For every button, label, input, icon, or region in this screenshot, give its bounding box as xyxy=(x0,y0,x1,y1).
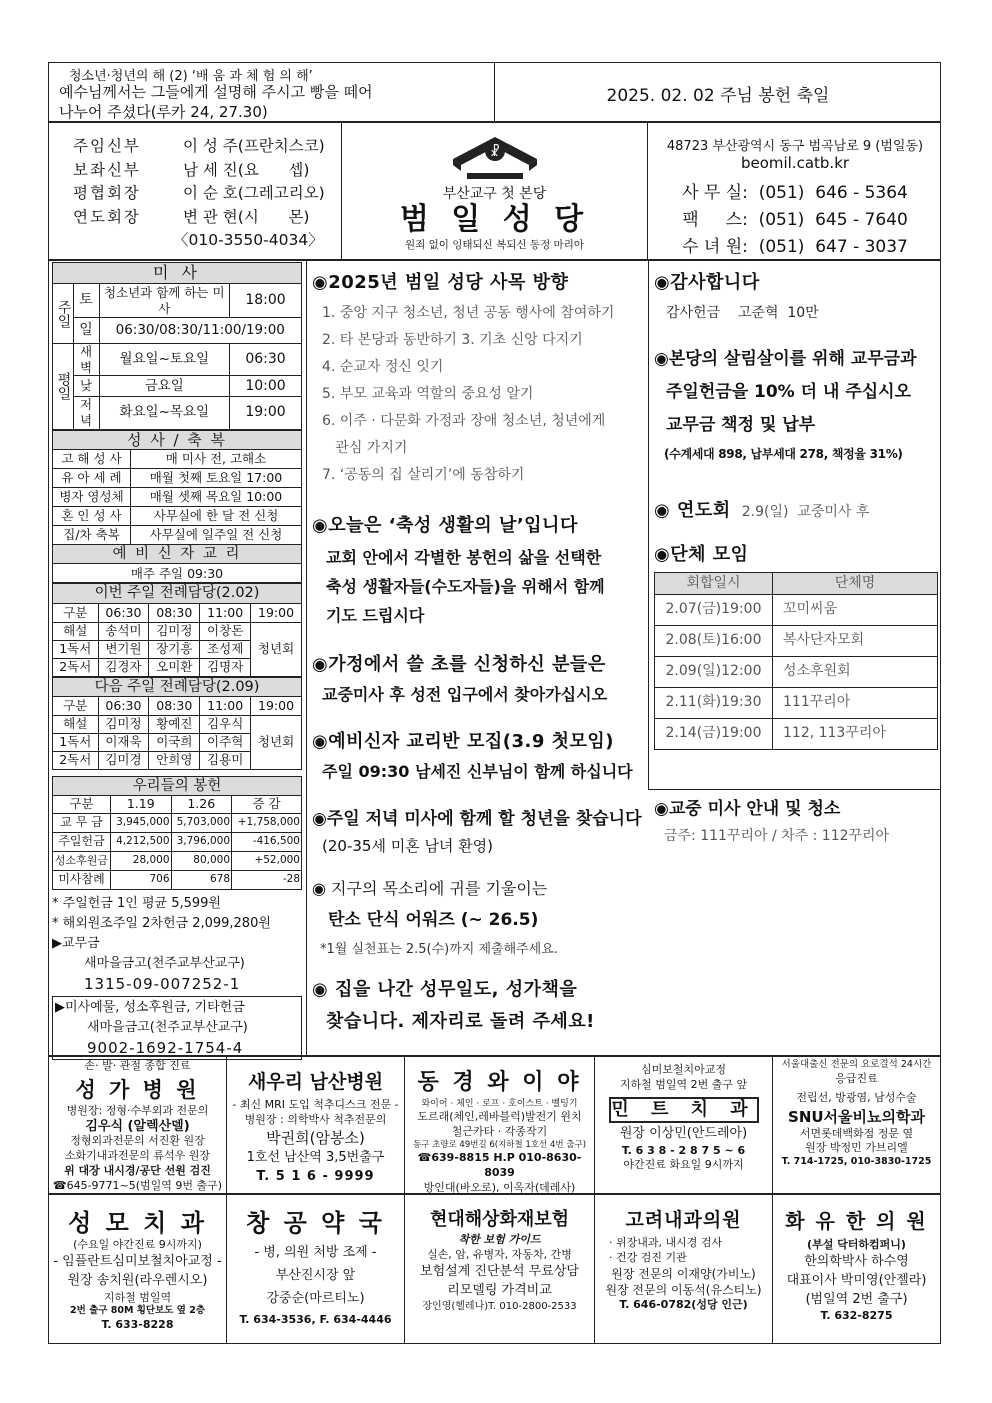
ad-title: 성 가 병 원 xyxy=(75,1077,200,1102)
duty-cell: 2독서 xyxy=(53,751,99,769)
group-date: 2.08(토)16:00 xyxy=(655,626,773,657)
staff-role: 주임신부 xyxy=(73,137,141,155)
ad-line: (수요일 야간진료 9시까지) xyxy=(73,1238,202,1251)
offering-value: 80,000 xyxy=(171,851,232,870)
ad-line: 1호선 남산역 3,5번출구 xyxy=(246,1150,385,1166)
group-date: 2.07(금)19:00 xyxy=(655,595,773,626)
weekday-time: 06:30 xyxy=(230,344,302,376)
ad-line: ☎639-8815 H.P 010-8630-8039 xyxy=(417,1151,582,1180)
notice-line: 교중미사 후 성전 입구에서 찾아가십시오 xyxy=(322,685,608,704)
ad-line: 김우식 (알렉산델) xyxy=(85,1118,190,1134)
offering-header: 1.19 xyxy=(111,795,172,813)
ad-line: 리모델링 가격비교 xyxy=(447,1282,552,1298)
ad-line: 철근카타 · 각종작기 xyxy=(451,1124,548,1138)
ad-hwayu-oriental xyxy=(773,1195,940,1343)
ad-line: 원장 박정민 가브리엘 xyxy=(805,1141,908,1155)
duty-cell: 송석미 xyxy=(98,622,149,640)
notice-consecrated xyxy=(312,511,644,630)
sacrament-name: 집/차 축복 xyxy=(53,526,131,545)
duty-header: 08:30 xyxy=(149,696,200,715)
duty-cell: 이창돈 xyxy=(200,622,251,640)
notice-title: ◉가정에서 쓸 초를 신청하신 분들은 xyxy=(312,654,606,675)
sacrament-info: 사무실에 일주일 전 신청 xyxy=(131,526,302,545)
group-name: 111꾸리아 xyxy=(773,688,938,719)
ad-line: T. 633-8228 xyxy=(101,1318,174,1332)
duty-cell: 해설 xyxy=(53,622,99,640)
kyomu-title-3: 교무금 책정 및 납부 xyxy=(666,415,816,435)
group-date: 2.14(금)19:00 xyxy=(655,719,773,750)
col-divider-1 xyxy=(306,260,307,1056)
center-column xyxy=(312,268,644,1033)
group-name: 112, 113꾸리아 xyxy=(773,719,938,750)
offering-label: 성소후원금 xyxy=(53,851,111,870)
left-column xyxy=(52,262,302,1060)
kyomu-title-1: ◉본당의 살림살이를 위해 교무금과 xyxy=(654,349,917,369)
notice-pastoral xyxy=(312,268,644,489)
clean-block xyxy=(654,794,938,845)
ad-line: T. 632-8275 xyxy=(820,1309,893,1323)
ad-line: 병원장 : 의학박사 척추전문의 xyxy=(244,1112,387,1126)
ad-line: 서울대출신 전문의 요로결석 24시간 xyxy=(781,1059,932,1070)
staff-name: 이 성 주(프란치스코) xyxy=(183,137,325,155)
ad-line: 와이어 · 체인 · 로프 · 호이스트 · 벨팅기 xyxy=(421,1099,578,1109)
sat-label: 토 xyxy=(73,284,99,318)
staff-list xyxy=(73,135,343,253)
ad-title: 민 트 치 과 xyxy=(611,1098,756,1120)
notice-line: 4. 순교자 정신 잇기 xyxy=(322,359,444,375)
ads-row-1 xyxy=(48,1056,941,1194)
right-column xyxy=(654,268,938,750)
duty-cell: 장기흥 xyxy=(149,640,200,658)
ad-line: T. 5 1 6 - 9999 xyxy=(256,1169,375,1185)
clean-title: ◉교중 미사 안내 및 청소 xyxy=(654,799,841,819)
duty-cell: 김용미 xyxy=(200,751,251,769)
duty-header: 06:30 xyxy=(98,603,149,622)
clean-note: 금주: 111꾸리아 / 차주 : 112꾸리아 xyxy=(664,828,890,844)
notice-books xyxy=(312,975,644,1033)
catechumen-time: 매주 주일 09:30 xyxy=(53,564,302,583)
ad-line: T. 646-0782(성당 인근) xyxy=(619,1298,748,1312)
sacrament-info: 매 미사 전, 고해소 xyxy=(131,450,302,469)
notice-line: 관심 가지기 xyxy=(322,440,408,456)
sacrament-name: 고 해 성 사 xyxy=(53,450,131,469)
ad-line: 원장 이상민(안드레아) xyxy=(619,1125,748,1141)
duty-cell: 김미정 xyxy=(98,715,149,733)
ad-title: SNU서울비뇨의학과 xyxy=(788,1107,925,1126)
bank-name: 새마을금고(천주교부산교구) xyxy=(84,955,245,971)
staff-row xyxy=(73,135,343,159)
duty-cell: 이국희 xyxy=(149,733,200,751)
ad-line: (범일역 2번 출구) xyxy=(805,1291,908,1307)
notice-title: ◉ 지구의 목소리에 귀를 기울이는 xyxy=(312,879,548,898)
verse-line-2: 나누어 주셨다(루카 24, 27.30) xyxy=(59,103,268,121)
bank-account: 9002-1692-1754-4 xyxy=(87,1038,244,1057)
duty-cell: 이재욱 xyxy=(98,733,149,751)
group-name: 성소후원회 xyxy=(773,657,938,688)
ad-title: 동 경 와 이 야 xyxy=(417,1070,582,1095)
ad-line: - 병, 의원 처방 조제 - xyxy=(254,1245,377,1260)
ad-line: · 건강 검진 기관 xyxy=(609,1250,687,1264)
yeondo-title: ◉ 연도회 xyxy=(654,500,731,521)
sacrament-info: 매월 셋째 목요일 10:00 xyxy=(131,488,302,507)
notice-title: ◉2025년 범일 성당 사목 방향 xyxy=(312,272,569,293)
ad-title: 성 모 치 과 xyxy=(68,1209,207,1237)
ad-title: 화 유 한 의 원 xyxy=(785,1209,928,1233)
staff-role: 평협회장 xyxy=(73,184,141,202)
ad-changgong-pharmacy xyxy=(227,1195,405,1343)
ad-line: 실손, 암, 유병자, 자동차, 간병 xyxy=(427,1247,572,1261)
group-title: ◉단체 모임 xyxy=(654,544,749,565)
weekday-slot: 낮 xyxy=(73,376,99,397)
ad-line: 손· 발· 관절 종합 진료 xyxy=(84,1059,191,1072)
weekday-slot: 새벽 xyxy=(73,344,99,376)
theme-line: 청소년·청년의 해 (2) ‘배 움 과 체 험 의 해’ xyxy=(69,69,313,84)
sunday-label: 주일 xyxy=(53,284,74,344)
notice-carbon xyxy=(312,876,644,957)
duty-this-title: 이번 주일 전례담당(2.02) xyxy=(53,584,302,603)
ad-line: 2번 출구 80M 횡단보도 옆 2층 xyxy=(69,1305,206,1317)
ad-line: T. 634-3536, F. 634-4446 xyxy=(239,1312,392,1326)
thanks-title: ◉감사합니다 xyxy=(654,272,760,293)
mass-table xyxy=(52,262,302,430)
kyomu-title-2: 주일헌금을 10% 더 내 주십시오 xyxy=(666,382,912,402)
ad-line: 대표이사 박미영(안젤라) xyxy=(786,1272,927,1288)
staff-name: 남 세 진(요 셉) xyxy=(183,160,310,179)
notice-line: 축성 생활자들(수도자들)을 위해서 함께 xyxy=(326,577,605,596)
ad-line: 원장 전문의 이동석(유스티노) xyxy=(605,1282,762,1297)
ad-line: 지하철 범일역 2번 출구 앞 xyxy=(619,1077,748,1091)
duty-cell: 김미경 xyxy=(98,751,149,769)
ad-line: 동구 초량로 49번길 6(지하철 1호선 4번 출구) xyxy=(412,1139,587,1150)
duty-cell: 이주혁 xyxy=(200,733,251,751)
duty-header: 08:30 xyxy=(149,603,200,622)
duty-cell: 조성제 xyxy=(200,640,251,658)
offering-value: -28 xyxy=(232,870,302,889)
sun-label: 일 xyxy=(73,318,99,344)
group-header: 단체명 xyxy=(773,573,938,595)
notice-line: 7. ‘공동의 집 살리기’에 동참하기 xyxy=(322,467,525,483)
col-divider-2 xyxy=(648,260,649,790)
ad-line: ☎645-9771~5(범일역 9번 출구) xyxy=(52,1178,223,1192)
kyomu-label: ▶교무금 xyxy=(52,935,100,951)
group-header: 회합일시 xyxy=(655,573,773,595)
ad-line: 지하철 범일역 xyxy=(103,1290,172,1304)
duty-header: 06:30 xyxy=(98,696,149,715)
ad-line: 위 대장 내시경/공단 선원 검진 xyxy=(64,1163,211,1177)
thanks-line: 감사헌금 고준혁 10만 xyxy=(666,305,819,321)
bank-name: 새마을금고(천주교부산교구) xyxy=(87,1019,248,1035)
duty-header: 19:00 xyxy=(251,603,302,622)
duty-this-table xyxy=(52,583,302,676)
notice-title: ◉ 집을 나간 성무일도, 성가책을 xyxy=(312,979,578,1000)
sat-desc: 청소년과 함께 하는 미사 xyxy=(99,284,230,318)
contact-block xyxy=(649,135,941,257)
duty-cell: 김경자 xyxy=(98,658,149,676)
duty-cell: 황예진 xyxy=(149,715,200,733)
ad-line: 전립선, 방광염, 남성수술 xyxy=(796,1090,917,1104)
duty-cell: 김명자 xyxy=(200,658,251,676)
duty-cell: 변기원 xyxy=(98,640,149,658)
ad-title: 고려내과의원 xyxy=(625,1209,742,1231)
duty-cell: 1독서 xyxy=(53,733,99,751)
notice-line: 탄소 단식 어워즈 (~ 26.5) xyxy=(328,910,539,930)
yeondo-note: 2.9(일) 교중미사 후 xyxy=(741,504,870,520)
church-website[interactable]: beomil.catb.kr xyxy=(740,154,850,172)
church-subtitle: 부산교구 첫 본당 xyxy=(442,186,547,202)
duty-cell: 1독서 xyxy=(53,640,99,658)
church-address: 48723 부산광역시 동구 범곡남로 9 (범일동) xyxy=(666,139,924,154)
divider-right xyxy=(647,123,648,259)
staff-name: 이 순 호(그레고리오) xyxy=(183,184,325,202)
sat-time: 18:00 xyxy=(230,284,302,318)
ad-mint-dental xyxy=(595,1057,773,1193)
ad-line: 심미보철치아교정 xyxy=(640,1063,726,1076)
staff-name: 변 관 현(시 몬) xyxy=(183,207,310,226)
church-name: 범 일 성 당 xyxy=(399,202,590,237)
header-banner xyxy=(48,62,941,122)
notice-title: ◉주일 저녁 미사에 함께 할 청년을 찾습니다 xyxy=(312,809,642,829)
weekday-time: 10:00 xyxy=(230,376,302,397)
notice-line: (20-35세 미혼 남녀 환영) xyxy=(322,837,494,855)
offering-label: 미사참례 xyxy=(53,870,111,889)
notice-catechumen xyxy=(312,727,644,782)
notice-line: *1월 실천표는 2.5(수)까지 제출해주세요. xyxy=(320,942,558,957)
ad-hyundai-insurance xyxy=(405,1195,595,1343)
verse-line-1: 예수님께서는 그들에게 설명해 주시고 빵을 떼어 xyxy=(59,83,373,101)
fax-number: 팩 스: (051) 645 - 7640 xyxy=(682,210,908,230)
right-bottom-divider xyxy=(648,789,940,790)
ad-line: 소화기내과전문의 류석우 원장 xyxy=(64,1149,211,1163)
offering-table xyxy=(52,776,302,890)
offering-value: +52,000 xyxy=(232,851,302,870)
ad-line: 한의학박사 하수영 xyxy=(804,1253,909,1269)
notice-line: 교회 안에서 각별한 봉헌의 삶을 선택한 xyxy=(326,548,602,567)
sacrament-table xyxy=(52,430,302,584)
sun-times: 06:30/08:30/11:00/19:00 xyxy=(99,318,302,344)
ad-line: 부산진시장 앞 xyxy=(275,1267,356,1283)
ad-namsan-hospital xyxy=(227,1057,405,1193)
ad-line: 도르래(체인,레바블럭)발전기 윈치 xyxy=(417,1110,582,1124)
ad-line: 원장 전문의 이재양(가비노) xyxy=(611,1266,756,1281)
catechumen-title: 예 비 신 자 교 리 xyxy=(53,545,302,564)
offering-value: 678 xyxy=(171,870,232,889)
chi-rho-logo-icon xyxy=(445,129,545,181)
sacrament-name: 혼 인 성 사 xyxy=(53,507,131,526)
ad-line: 응급진료 xyxy=(835,1071,878,1085)
ad-title: 현대해상화재보험 xyxy=(429,1209,570,1230)
ad-goryeo-clinic xyxy=(595,1195,773,1343)
offering-header: 증 감 xyxy=(232,795,302,813)
notice-line: 5. 부모 교육과 역할의 중요성 알기 xyxy=(322,386,534,402)
offering-value: 28,000 xyxy=(111,851,172,870)
duty-header: 11:00 xyxy=(200,696,251,715)
group-date: 2.11(화)19:30 xyxy=(655,688,773,719)
offering-header: 1.26 xyxy=(171,795,232,813)
staff-phone: 〈010-3550-4034〉 xyxy=(173,231,324,249)
overseas-offering-note: * 해외원조주일 2차헌금 2,099,280원 xyxy=(52,915,271,931)
notice-candles xyxy=(312,650,644,705)
duty-header: 구분 xyxy=(53,603,99,622)
notice-title: ◉예비신자 교리반 모집(3.9 첫모임) xyxy=(312,731,615,752)
group-table xyxy=(654,572,938,750)
ad-snu-urology xyxy=(773,1057,940,1193)
staff-role: 연도회장 xyxy=(73,207,141,226)
ad-title: 창 공 약 국 xyxy=(246,1209,385,1237)
ad-line: - 최신 MRI 도입 척추디스크 전문 - xyxy=(232,1098,399,1111)
offering-value: 3,945,000 xyxy=(111,813,172,832)
notice-line: 6. 이주 · 다문화 가정과 장애 청소년, 청년에게 xyxy=(322,413,606,429)
avg-offering-note: * 주일헌금 1인 평균 5,599원 xyxy=(52,895,221,911)
bulletin-date: 2025. 02. 02 주님 봉헌 축일 xyxy=(606,86,830,106)
sacrament-info: 매월 첫째 토요일 17:00 xyxy=(131,469,302,488)
ad-sungga-hospital xyxy=(49,1057,227,1193)
church-block xyxy=(342,129,647,252)
group-name: 꼬미씨움 xyxy=(773,595,938,626)
ad-line: 서면롯데백화점 정문 옆 xyxy=(799,1126,914,1140)
ad-line: · 위장내과, 내시경 검사 xyxy=(609,1236,723,1249)
offering-value: 5,703,000 xyxy=(171,813,232,832)
ad-line: (부설 닥터하컴퍼니) xyxy=(807,1238,906,1251)
bank-account: 1315-09-007252-1 xyxy=(84,974,241,993)
ad-line: T. 714-1725, 010-3830-1725 xyxy=(781,1156,932,1168)
weekday-slot: 저녁 xyxy=(73,397,99,429)
weekday-days: 화요일~목요일 xyxy=(99,397,230,429)
sacrament-title: 성 사 / 축 복 xyxy=(53,430,302,450)
staff-role: 보좌신부 xyxy=(73,160,141,179)
ad-title: 새우리 남산병원 xyxy=(247,1071,384,1093)
duty-cell: 김미정 xyxy=(149,622,200,640)
ad-line: 장인영(헬레나)T. 010-2800-2533 xyxy=(422,1301,577,1313)
offering-notes xyxy=(52,894,302,994)
weekday-time: 19:00 xyxy=(230,397,302,429)
notice-line: 주일 09:30 남세진 신부님이 함께 하십니다 xyxy=(322,762,633,781)
duty-youth: 청년회 xyxy=(251,622,302,676)
group-date: 2.09(일)12:00 xyxy=(655,657,773,688)
duty-next-table xyxy=(52,677,302,770)
offering-label: 교 무 금 xyxy=(53,813,111,832)
duty-cell: 오미환 xyxy=(149,658,200,676)
ad-line: 병원장: 정형·수부외과 전문의 xyxy=(66,1103,209,1117)
ad-line: 정형외과전문의 서진환 원장 xyxy=(70,1134,205,1148)
ads-row-2 xyxy=(48,1194,941,1344)
offering-value: 3,796,000 xyxy=(171,832,232,851)
notice-line: 2. 타 본당과 동반하기 3. 기초 신앙 다지기 xyxy=(322,332,583,348)
mint-logo xyxy=(609,1097,759,1123)
duty-header: 구분 xyxy=(53,696,99,715)
ad-line: 보험설계 진단분석 무료상담 xyxy=(420,1263,579,1279)
notice-title: ◉오늘은 ‘축성 생활의 날’입니다 xyxy=(312,515,578,536)
offering-value: -416,500 xyxy=(232,832,302,851)
offering-header: 구분 xyxy=(53,795,111,813)
duty-cell: 2독서 xyxy=(53,658,99,676)
weekday-days: 월요일~토요일 xyxy=(99,344,230,376)
duty-youth: 청년회 xyxy=(251,715,302,769)
duty-cell: 안희영 xyxy=(149,751,200,769)
offering-value: 706 xyxy=(111,870,172,889)
ad-line: T. 6 3 8 - 2 8 7 5 ~ 6 xyxy=(621,1143,746,1157)
church-tagline: 원죄 없이 잉태되신 복되신 동정 마리아 xyxy=(405,239,584,251)
staff-row xyxy=(73,182,343,206)
weekday-label: 평일 xyxy=(53,344,74,430)
duty-header: 11:00 xyxy=(200,603,251,622)
offering-value: 4,212,500 xyxy=(111,832,172,851)
ad-line: 원장 송치원(라우렌시오) xyxy=(67,1272,208,1288)
duty-cell: 해설 xyxy=(53,715,99,733)
mass-title: 미 사 xyxy=(53,263,302,284)
sacrament-info: 사무실에 한 달 전 신청 xyxy=(131,507,302,526)
ad-line: 강중순(마르티노) xyxy=(266,1290,365,1306)
ad-line: 착한 보험 가이드 xyxy=(458,1233,541,1246)
notice-line: 기도 드립시다 xyxy=(326,606,425,625)
ad-line: - 임플란트심미보철치아교정 - xyxy=(53,1253,222,1269)
weekday-days: 금요일 xyxy=(99,376,230,397)
offering-value: +1,758,000 xyxy=(232,813,302,832)
staff-row xyxy=(73,159,343,183)
office-phone: 사 무 실: (051) 646 - 5364 xyxy=(682,183,908,203)
ad-tokyo-wire xyxy=(405,1057,595,1193)
duty-header: 19:00 xyxy=(251,696,302,715)
offering-label: 주일헌금 xyxy=(53,832,111,851)
nun-phone: 수 녀 원: (051) 647 - 3037 xyxy=(682,237,908,257)
info-band xyxy=(48,122,941,260)
staff-row xyxy=(73,206,343,230)
sacrament-name: 유 아 세 례 xyxy=(53,469,131,488)
ad-line: 방인대(바오로), 이옥자(데레사) xyxy=(423,1180,576,1193)
notice-line: 찾습니다. 제자리로 돌려 주세요! xyxy=(326,1011,595,1032)
duty-next-title: 다음 주일 전례담당(2.09) xyxy=(53,677,302,696)
notice-youth xyxy=(312,804,644,856)
misc-label: ▶미사예물, 성소후원금, 기타헌금 xyxy=(55,999,245,1015)
yeondo-row xyxy=(654,496,938,522)
ad-line: 야간진료 화요일 9시까지 xyxy=(623,1158,744,1172)
kyomu-note: (수계세대 898, 납부세대 278, 책정율 31%) xyxy=(664,447,903,461)
notice-line: 1. 중앙 지구 청소년, 청년 공동 행사에 참여하기 xyxy=(322,305,615,321)
ad-line: 박권희(암봉소) xyxy=(266,1128,365,1147)
offering-title: 우리들의 봉헌 xyxy=(53,776,302,795)
duty-cell: 김우식 xyxy=(200,715,251,733)
ad-sungmo-dental xyxy=(49,1195,227,1343)
group-name: 복사단자모회 xyxy=(773,626,938,657)
sacrament-name: 병자 영성체 xyxy=(53,488,131,507)
svg-text:☧: ☧ xyxy=(489,145,500,160)
misc-offering-box xyxy=(52,996,302,1060)
